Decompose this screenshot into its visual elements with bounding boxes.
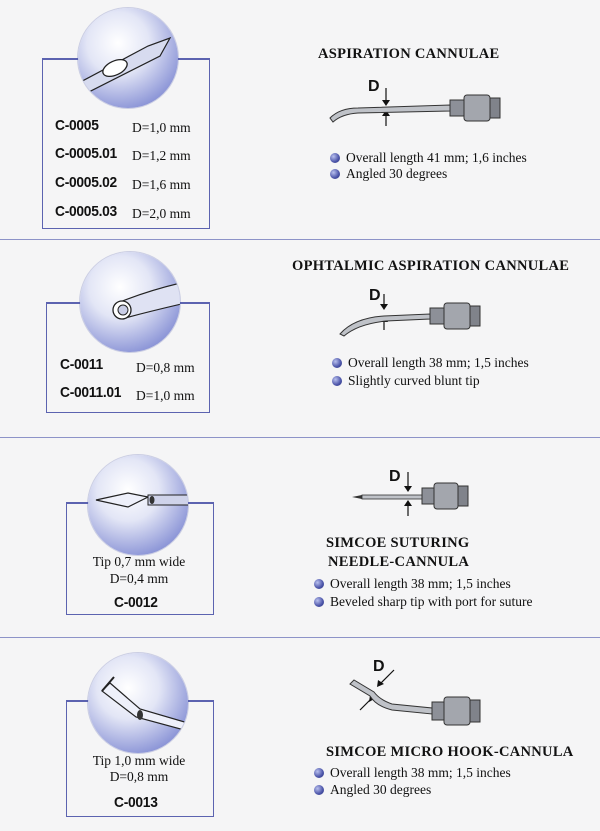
diameter-value: D=0,8 mm: [136, 360, 195, 375]
feature-item: Slightly curved blunt tip: [332, 373, 480, 389]
section-divider: [0, 437, 600, 438]
cannula-drawing-icon: [330, 80, 530, 140]
bullet-icon: [330, 153, 340, 163]
section-title: ASPIRATION CANNULAE: [318, 46, 500, 62]
product-code: C-0011: [60, 356, 103, 373]
product-code: C-0005.02: [55, 174, 117, 191]
bullet-icon: [314, 579, 324, 589]
diameter-label: D: [369, 287, 381, 304]
section-divider: [0, 239, 600, 240]
product-code: C-0012: [114, 594, 158, 611]
cannula-tip-icon: [80, 252, 180, 352]
feature-item: Overall length 38 mm; 1,5 inches: [314, 765, 511, 781]
diameter-value: D=0,4 mm: [109, 571, 169, 586]
bullet-icon: [314, 597, 324, 607]
section-divider: [0, 637, 600, 638]
product-code: C-0013: [114, 794, 158, 811]
section-title: SIMCOE MICRO HOOK-CANNULA: [326, 744, 574, 760]
product-code: C-0011.01: [60, 384, 122, 401]
cannula-tip-icon: [78, 8, 178, 108]
tip-magnified-circle: [88, 455, 188, 555]
cannula-drawing-icon: [340, 664, 520, 744]
diameter-label: D: [373, 658, 385, 675]
section-title: NEEDLE-CANNULA: [328, 554, 470, 570]
product-code: C-0005: [55, 117, 99, 134]
feature-item: Overall length 38 mm; 1,5 inches: [332, 355, 529, 371]
cannula-drawing-icon: [350, 468, 550, 528]
bullet-icon: [314, 768, 324, 778]
bullet-icon: [332, 376, 342, 386]
feature-item: Beveled sharp tip with port for suture: [314, 594, 532, 610]
feature-item: Overall length 38 mm; 1,5 inches: [314, 576, 511, 592]
diameter-label: D: [389, 468, 401, 485]
tip-width: Tip 0,7 mm wide: [92, 554, 186, 569]
tip-magnified-circle: [78, 8, 178, 108]
product-code: C-0005.01: [55, 145, 117, 162]
feature-item: Overall length 41 mm; 1,6 inches: [330, 150, 527, 166]
tip-width: Tip 1,0 mm wide: [92, 753, 186, 768]
diameter-value: D=0,8 mm: [109, 769, 169, 784]
section-title: SIMCOE SUTURING: [326, 535, 470, 551]
section-title: OPHTALMIC ASPIRATION CANNULAE: [292, 258, 570, 274]
bullet-icon: [330, 169, 340, 179]
feature-item: Angled 30 degrees: [330, 166, 447, 182]
product-code: C-0005.03: [55, 203, 117, 220]
diameter-value: D=1,6 mm: [132, 177, 191, 192]
bullet-icon: [332, 358, 342, 368]
feature-item: Angled 30 degrees: [314, 782, 431, 798]
diameter-value: D=1,0 mm: [136, 388, 195, 403]
diameter-value: D=1,0 mm: [132, 120, 191, 135]
diameter-label: D: [368, 78, 380, 95]
hook-tip-icon: [88, 653, 188, 753]
bullet-icon: [314, 785, 324, 795]
cannula-drawing-icon: [340, 288, 540, 348]
tip-magnified-circle: [80, 252, 180, 352]
diameter-value: D=1,2 mm: [132, 148, 191, 163]
diameter-value: D=2,0 mm: [132, 206, 191, 221]
tip-magnified-circle: [88, 653, 188, 753]
needle-tip-icon: [88, 455, 188, 555]
